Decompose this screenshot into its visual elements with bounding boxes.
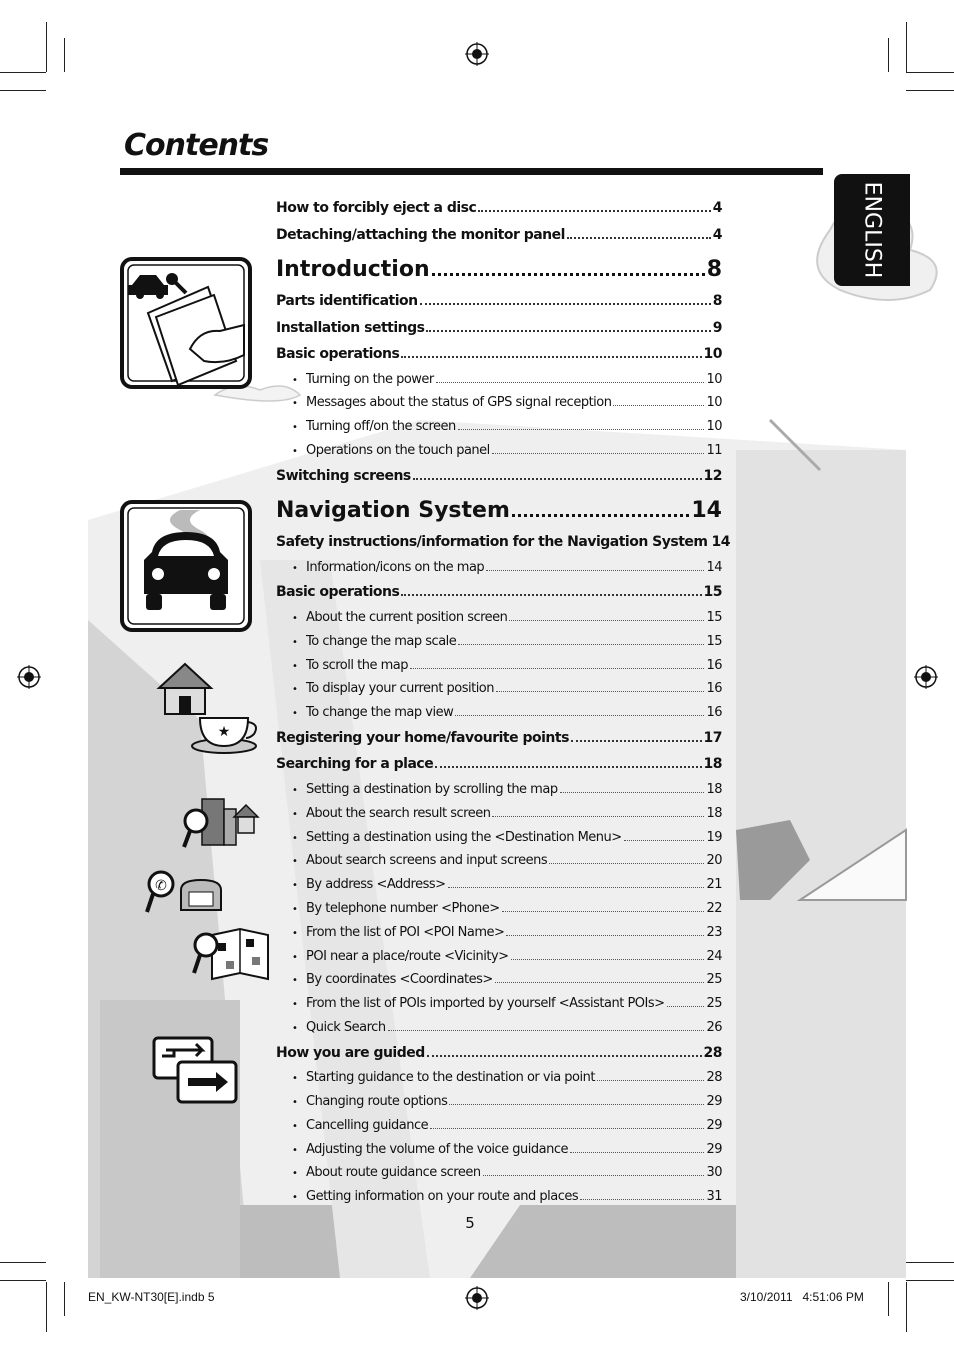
toc-subentry[interactable] xyxy=(276,368,722,392)
dot-leader xyxy=(512,499,690,517)
bullet-icon: • xyxy=(292,927,298,939)
car-road-icon xyxy=(120,500,252,632)
dot-leader xyxy=(401,344,701,358)
toc-page-number: 10 xyxy=(706,371,722,387)
toc-label: Getting information on your route and places xyxy=(306,1189,579,1205)
toc-page-number: 15 xyxy=(706,609,722,625)
crop-mark xyxy=(906,90,954,91)
toc-label: From the list of POIs imported by yourself <Assistant POIs> xyxy=(306,996,665,1012)
toc-page-number: 14 xyxy=(706,559,722,575)
toc-subentry[interactable] xyxy=(276,778,722,802)
toc-label: To change the map view xyxy=(306,705,454,721)
toc-entry[interactable] xyxy=(276,288,722,315)
magnifier-buildings-icon xyxy=(182,795,262,851)
registration-mark-icon xyxy=(914,665,938,689)
bullet-icon: • xyxy=(292,1073,298,1085)
toc-page-number: 26 xyxy=(706,1019,722,1035)
svg-text:✆: ✆ xyxy=(155,877,167,893)
toc-entry[interactable] xyxy=(276,529,730,556)
toc-subentry[interactable] xyxy=(276,849,722,873)
toc-label: Changing route options xyxy=(306,1094,448,1110)
bullet-icon: • xyxy=(292,636,298,648)
bullet-icon: • xyxy=(292,612,298,624)
toc-subentry[interactable] xyxy=(276,1161,722,1185)
toc-page-number: 4 xyxy=(712,200,722,216)
dot-leader xyxy=(436,370,705,382)
dot-leader xyxy=(432,258,705,276)
crop-mark xyxy=(64,38,65,72)
bullet-icon: • xyxy=(292,422,298,434)
registration-mark-icon xyxy=(465,1286,489,1310)
bullet-icon: • xyxy=(292,1022,298,1034)
toc-entry[interactable] xyxy=(276,579,722,606)
toc-page-number: 19 xyxy=(706,829,722,845)
toc-subentry[interactable] xyxy=(276,1185,722,1209)
toc-page-number: 15 xyxy=(703,584,722,601)
toc-label: Cancelling guidance xyxy=(306,1117,429,1133)
page-title: Contents xyxy=(124,128,269,163)
toc-page-number: 9 xyxy=(712,319,722,336)
toc-label: Operations on the touch panel xyxy=(306,442,490,458)
toc-page-number: 8 xyxy=(706,257,722,282)
toc-subentry[interactable] xyxy=(276,415,722,439)
dot-leader xyxy=(613,394,704,406)
toc-subentry[interactable] xyxy=(276,945,722,969)
bullet-icon: • xyxy=(292,784,298,796)
toc-section[interactable] xyxy=(276,493,722,529)
crop-mark xyxy=(906,1282,907,1332)
dot-leader xyxy=(506,924,704,936)
route-arrows-icon xyxy=(152,1036,240,1106)
toc-page-number: 12 xyxy=(703,467,722,484)
toc-label: Turning off/on the screen xyxy=(306,419,456,435)
toc-label: How to forcibly eject a disc xyxy=(276,200,477,216)
toc-subentry[interactable] xyxy=(276,1016,722,1040)
toc-subentry[interactable] xyxy=(276,606,722,630)
dot-leader xyxy=(420,291,711,305)
crop-mark xyxy=(888,38,889,72)
toc-page-number: 28 xyxy=(703,1044,722,1061)
toc-label: How you are guided xyxy=(276,1044,425,1061)
toc-page-number: 18 xyxy=(703,756,722,773)
toc-label: About route guidance screen xyxy=(306,1165,481,1181)
toc-page-number: 4 xyxy=(712,226,722,243)
dot-leader xyxy=(427,1043,702,1057)
bullet-icon: • xyxy=(292,684,298,696)
bullet-icon: • xyxy=(292,951,298,963)
crop-mark xyxy=(46,1282,47,1332)
toc-page-number: 11 xyxy=(706,442,722,458)
dot-leader xyxy=(435,755,701,769)
dot-leader xyxy=(483,1164,705,1176)
toc-page-number: 15 xyxy=(706,633,722,649)
registration-mark-icon xyxy=(465,42,489,66)
toc-page-number: 29 xyxy=(706,1141,722,1157)
crop-mark xyxy=(46,22,47,72)
toc-label: About the current position screen xyxy=(306,609,508,625)
toc-label: Adjusting the volume of the voice guidance xyxy=(306,1141,569,1157)
dot-leader xyxy=(495,971,705,983)
crop-mark xyxy=(906,72,954,73)
dot-leader xyxy=(413,466,702,480)
toc-page-number: 10 xyxy=(706,419,722,435)
dot-leader xyxy=(560,781,705,793)
bullet-icon: • xyxy=(292,1144,298,1156)
toc-page-number: 31 xyxy=(706,1189,722,1205)
crop-mark xyxy=(906,1280,954,1281)
toc-label: Turning on the power xyxy=(306,371,434,387)
footer-file-info: EN_KW-NT30[E].indb 5 xyxy=(88,1290,215,1304)
toc-entry[interactable] xyxy=(276,195,722,222)
dot-leader xyxy=(624,829,705,841)
bullet-icon: • xyxy=(292,660,298,672)
bullet-icon: • xyxy=(292,832,298,844)
dot-leader xyxy=(492,442,705,454)
crop-mark xyxy=(0,72,46,73)
dot-leader xyxy=(448,876,705,888)
toc-page-number: 28 xyxy=(706,1070,722,1086)
dot-leader xyxy=(401,583,701,597)
footer-date-time: 3/10/2011 4:51:06 PM xyxy=(740,1290,864,1304)
crop-mark xyxy=(0,1262,46,1263)
toc-label: Setting a destination using the <Destination Menu> xyxy=(306,829,622,845)
toc-subentry[interactable] xyxy=(276,701,722,725)
toc-subentry[interactable] xyxy=(276,654,722,678)
bullet-icon: • xyxy=(292,398,298,410)
toc-page-number: 30 xyxy=(706,1165,722,1181)
bullet-icon: • xyxy=(292,1120,298,1132)
dot-leader xyxy=(496,680,704,692)
bullet-icon: • xyxy=(292,975,298,987)
bullet-icon: • xyxy=(292,1192,298,1204)
car-key-document-icon xyxy=(120,257,252,389)
dot-leader xyxy=(486,559,704,571)
toc-entry[interactable] xyxy=(276,751,722,778)
toc-entry[interactable] xyxy=(276,222,722,249)
toc-label: To scroll the map xyxy=(306,657,408,673)
dot-leader xyxy=(430,1117,704,1129)
bullet-icon: • xyxy=(292,880,298,892)
toc-label: Starting guidance to the destination or via point xyxy=(306,1070,595,1086)
dot-leader xyxy=(511,948,705,960)
toc-label: From the list of POI <POI Name> xyxy=(306,924,505,940)
crop-mark xyxy=(64,1282,65,1316)
toc-label: To change the map scale xyxy=(306,633,457,649)
toc-page-number: 21 xyxy=(706,877,722,893)
bullet-icon: • xyxy=(292,445,298,457)
bullet-icon: • xyxy=(292,903,298,915)
toc-subentry[interactable] xyxy=(276,826,722,850)
toc-label: By coordinates <Coordinates> xyxy=(306,972,493,988)
crop-mark xyxy=(906,1262,954,1263)
toc-label: POI near a place/route <Vicinity> xyxy=(306,948,509,964)
toc-subentry[interactable] xyxy=(276,1066,722,1090)
toc-entry[interactable] xyxy=(276,463,722,490)
crop-mark xyxy=(0,90,46,91)
toc-page-number: 23 xyxy=(706,924,722,940)
toc-page-number: 10 xyxy=(706,395,722,411)
bullet-icon: • xyxy=(292,374,298,386)
dot-leader xyxy=(667,995,705,1007)
dot-leader xyxy=(597,1069,705,1081)
bullet-icon: • xyxy=(292,856,298,868)
dot-leader xyxy=(410,657,704,669)
toc-subentry[interactable] xyxy=(276,921,722,945)
dot-leader xyxy=(478,198,710,212)
toc-subentry[interactable] xyxy=(276,439,722,463)
language-tab xyxy=(834,174,910,286)
toc-subentry[interactable] xyxy=(276,992,722,1016)
svg-text:★: ★ xyxy=(217,723,231,739)
toc-subentry[interactable] xyxy=(276,1090,722,1114)
toc-label: Parts identification xyxy=(276,293,418,309)
toc-page-number: 24 xyxy=(706,948,722,964)
toc-page-number: 18 xyxy=(706,781,722,797)
dot-leader xyxy=(571,728,702,742)
bullet-icon: • xyxy=(292,708,298,720)
toc-page-number: 8 xyxy=(712,293,722,309)
toc-entry[interactable] xyxy=(276,315,722,342)
toc-subentry[interactable] xyxy=(276,1138,722,1162)
toc-page-number: 29 xyxy=(706,1094,722,1110)
toc-label: Quick Search xyxy=(306,1019,386,1035)
toc-subentry[interactable] xyxy=(276,897,722,921)
dot-leader xyxy=(458,633,704,645)
bullet-icon: • xyxy=(292,999,298,1011)
magnifier-telephone-icon xyxy=(145,868,225,918)
dot-leader xyxy=(567,225,711,239)
toc-page-number: 20 xyxy=(706,853,722,869)
dot-leader xyxy=(426,318,710,332)
dot-leader xyxy=(502,900,705,912)
toc-subentry[interactable] xyxy=(276,873,722,897)
toc-label: Introduction xyxy=(276,257,430,282)
toc-page-number: 14 xyxy=(711,534,730,551)
dot-leader xyxy=(580,1188,704,1200)
dot-leader xyxy=(449,1093,704,1105)
toc-page-number: 22 xyxy=(706,900,722,916)
toc-subentry[interactable] xyxy=(276,677,722,701)
magnifier-map-icon xyxy=(192,925,272,983)
toc-entry[interactable] xyxy=(276,341,722,368)
toc-page-number: 16 xyxy=(706,657,722,673)
toc-page-number: 10 xyxy=(703,346,722,362)
toc-page-number: 16 xyxy=(706,681,722,697)
dot-leader xyxy=(509,609,704,621)
table-of-contents xyxy=(276,195,730,1209)
toc-page-number: 25 xyxy=(706,972,722,988)
toc-entry[interactable] xyxy=(276,1040,722,1067)
toc-subentry[interactable] xyxy=(276,802,722,826)
toc-page-number: 16 xyxy=(706,705,722,721)
language-tab-label: ENGLISH xyxy=(859,181,885,279)
toc-subentry[interactable] xyxy=(276,556,722,580)
bullet-icon: • xyxy=(292,562,298,574)
toc-label: By address <Address> xyxy=(306,877,446,893)
toc-label: By telephone number <Phone> xyxy=(306,900,500,916)
toc-label: Setting a destination by scrolling the map xyxy=(306,781,558,797)
toc-label: About search screens and input screens xyxy=(306,853,548,869)
toc-page-number: 14 xyxy=(691,498,722,524)
toc-label: Information/icons on the map xyxy=(306,559,485,575)
bullet-icon: • xyxy=(292,808,298,820)
toc-label: Detaching/attaching the monitor panel xyxy=(276,226,565,243)
toc-entry[interactable] xyxy=(276,725,722,752)
toc-page-number: 17 xyxy=(703,729,722,746)
bullet-icon: • xyxy=(292,1097,298,1109)
toc-label: Searching for a place xyxy=(276,756,434,773)
toc-label: Basic operations xyxy=(276,584,400,601)
crop-mark xyxy=(888,1282,889,1316)
toc-section[interactable] xyxy=(276,252,722,288)
dot-leader xyxy=(458,418,705,430)
toc-label: To display your current position xyxy=(306,681,494,697)
dot-leader xyxy=(570,1141,704,1153)
dot-leader xyxy=(549,852,704,864)
toc-subentry[interactable] xyxy=(276,391,722,415)
dot-leader xyxy=(455,704,704,716)
toc-subentry[interactable] xyxy=(276,630,722,654)
toc-label: Registering your home/favourite points xyxy=(276,729,569,746)
toc-page-number: 25 xyxy=(706,996,722,1012)
bullet-icon: • xyxy=(292,1168,298,1180)
toc-subentry[interactable] xyxy=(276,968,722,992)
dot-leader xyxy=(388,1019,705,1031)
crop-mark xyxy=(0,1280,46,1281)
toc-label: Basic operations xyxy=(276,346,400,362)
toc-label: Switching screens xyxy=(276,467,411,484)
page-number: 5 xyxy=(465,1214,475,1232)
toc-page-number: 29 xyxy=(706,1117,722,1133)
coffee-cup-star-icon xyxy=(190,712,262,754)
dot-leader xyxy=(492,805,704,817)
crop-mark xyxy=(906,22,907,72)
title-underline xyxy=(120,168,823,175)
toc-label: Navigation System xyxy=(276,498,510,524)
registration-mark-icon xyxy=(17,665,41,689)
toc-label: Safety instructions/information for the Navigation System xyxy=(276,534,708,551)
home-icon xyxy=(155,660,215,718)
toc-label: About the search result screen xyxy=(306,805,491,821)
toc-label: Installation settings xyxy=(276,319,425,336)
toc-page-number: 18 xyxy=(706,805,722,821)
toc-label: Messages about the status of GPS signal reception xyxy=(306,395,612,411)
toc-subentry[interactable] xyxy=(276,1114,722,1138)
